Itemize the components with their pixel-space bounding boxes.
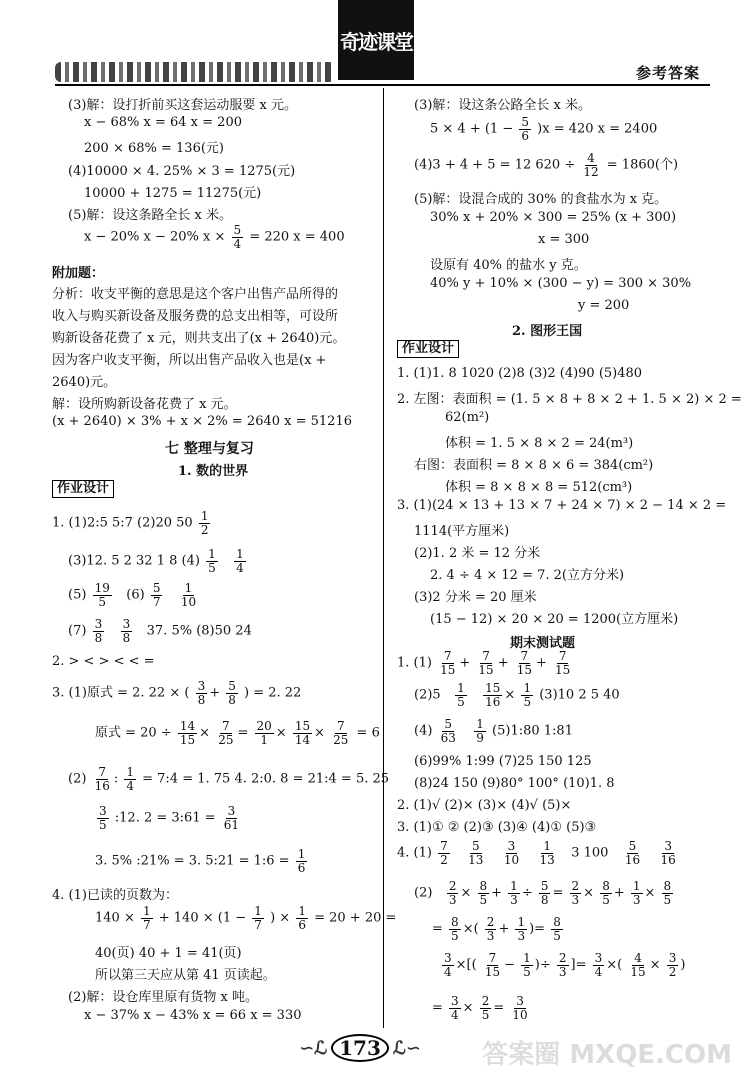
header-decoration bbox=[55, 62, 335, 82]
answer-line: x − 37% x − 43% x = 66 x = 330 bbox=[84, 1008, 302, 1023]
logo-text: 奇迹课堂 bbox=[340, 29, 412, 54]
answer-line: 3. (1)原式 = 2. 22 × ( $\frac{3}{8}$ + $\frac{5}{8}$ ) = 2. 22 bbox=[52, 679, 302, 707]
homework-label: 作业设计 bbox=[397, 340, 459, 358]
answer-line: 2. 4 ÷ 4 × 12 = 7. 2(立方分米) bbox=[430, 568, 625, 583]
left-line: (5)解：设这条路全长 x 米。 bbox=[68, 208, 233, 223]
right-line: 40% y + 10% × (300 − y) = 300 × 30% bbox=[430, 276, 692, 291]
answer-line: (6)99% 1:99 (7)25 150 125 bbox=[414, 754, 592, 769]
left-line: (4)10000 × 4. 25% × 3 = 1275(元) bbox=[68, 164, 296, 179]
watermark: 答案圈 MXQE.COM bbox=[482, 1040, 732, 1070]
answer-line: $\frac{3}{4}$ ×[( $\frac{7}{15}$ − $\frac{1}{5}$ )÷ $\frac{2}{3}$ ]= $\frac{3}{4}$ ×( $\frac{4}{15}$ × $\frac{3}{2}$ ) bbox=[444, 951, 686, 979]
answer-line: (8)24 150 (9)80° 100° (10)1. 8 bbox=[414, 776, 615, 791]
right-line: x = 300 bbox=[538, 232, 590, 247]
equation-line: x − 20% x − 20% x × $\frac{5}{4}$ = 220 x = 400 bbox=[84, 223, 345, 251]
header-rule bbox=[55, 84, 710, 86]
right-line: y = 200 bbox=[578, 298, 630, 313]
answer-line: 3. (1)(24 × 13 + 13 × 7 + 24 × 7) × 2 − 14 × 2 = bbox=[397, 498, 727, 513]
answer-line: 2. (1)√ (2)× (3)× (4)√ (5)× bbox=[397, 798, 572, 813]
answer-line: (2)5 $\frac{1}{5}$ $\frac{15}{16}$ × $\frac{1}{5}$ (3)10 2 5 40 bbox=[414, 681, 620, 709]
left-line: x − 68% x = 64 x = 200 bbox=[84, 115, 242, 130]
right-line: (4)3 + 4 + 5 = 12 620 ÷ $\frac{4}{12}$ = 1860(个) bbox=[414, 151, 679, 179]
answer-line: 1. (1)1. 8 1020 (2)8 (3)2 (4)90 (5)480 bbox=[397, 366, 643, 381]
answer-line: = $\frac{8}{5}$ ×( $\frac{2}{3}$ + $\frac{1}{3}$ )= $\frac{8}{5}$ bbox=[432, 915, 561, 943]
answer-line: 2. > < > < < = bbox=[52, 654, 155, 669]
left-line: 200 × 68% = 136(元) bbox=[84, 141, 224, 156]
analysis-line: 因为客户收支平衡，所以出售产品收入也是(x + bbox=[52, 353, 327, 368]
answer-line: (15 − 12) × 20 × 20 = 1200(立方厘米) bbox=[430, 612, 679, 627]
answer-line: 2. 左图：表面积 = (1. 5 × 8 + 8 × 2 + 1. 5 × 2) × 2 = bbox=[397, 392, 742, 407]
answer-line: 4. (1) $\frac{7}{2}$ $\frac{5}{13}$ $\frac{3}{10}$ $\frac{1}{13}$ 3 100 $\frac{5}{16}$ $\frac{3}{16}$ bbox=[397, 839, 676, 867]
analysis-line: 购新设备花费了 x 元，则共支出了(x + 2640)元。 bbox=[52, 331, 346, 346]
right-line: 5 × 4 + (1 − $\frac{5}{6}$ )x = 420 x = 2400 bbox=[430, 115, 658, 143]
left-line: 10000 + 1275 = 11275(元) bbox=[84, 186, 262, 201]
answer-line: 体积 = 1. 5 × 8 × 2 = 24(m³) bbox=[445, 436, 634, 451]
answer-line: (5) $\frac{19}{5}$ (6) $\frac{5}{7}$ $\frac{1}{10}$ bbox=[68, 581, 197, 609]
answer-line: (2)解：设仓库里原有货物 x 吨。 bbox=[68, 990, 259, 1005]
left-line: (3)解：设打折前买这套运动服要 x 元。 bbox=[68, 98, 298, 113]
answer-line: 1. (1)2:5 5:7 (2)20 50 $\frac{1}{2}$ bbox=[52, 509, 209, 537]
answer-line: 体积 = 8 × 8 × 8 = 512(cm³) bbox=[445, 480, 633, 495]
right-line: (3)解：设这条公路全长 x 米。 bbox=[414, 98, 592, 113]
analysis-line: 收入与购买新设备及服务费的总支出相等，可设所 bbox=[52, 309, 339, 324]
analysis-line: 2640)元。 bbox=[52, 375, 117, 390]
header-title: 参考答案 bbox=[635, 64, 700, 82]
answer-line: (3)12. 5 2 32 1 8 (4) $\frac{1}{5}$ $\frac{1}{4}$ bbox=[68, 547, 244, 575]
answer-line: 62(m²) bbox=[445, 410, 490, 425]
answer-line: 140 × $\frac{1}{7}$ + 140 × (1 − $\frac{1}{7}$ ) × $\frac{1}{6}$ = 20 + 20 = bbox=[95, 904, 397, 932]
answer-line: 3. (1)① ② (2)③ (3)④ (4)① (5)③ bbox=[397, 820, 597, 835]
right-line: (5)解：设混合成的 30% 的食盐水为 x 克。 bbox=[414, 192, 668, 207]
answer-line: 40(页) 40 + 1 = 41(页) bbox=[95, 946, 242, 961]
answer-line: 4. (1)已读的页数为： bbox=[52, 888, 178, 903]
solution-line: 解：设所购新设备花费了 x 元。 bbox=[52, 397, 237, 412]
homework-label: 作业设计 bbox=[52, 480, 114, 498]
swirl-left-icon: ∽ℒ bbox=[299, 1037, 328, 1059]
chapter-title: 七 整理与复习 bbox=[165, 441, 254, 457]
subsection-title: 2. 图形王国 bbox=[512, 324, 583, 339]
analysis-line: 分析：收支平衡的意思是这个客户出售产品所得的 bbox=[52, 287, 339, 302]
logo bbox=[338, 0, 414, 80]
answer-line: (4) $\frac{5}{63}$ $\frac{1}{9}$ (5)1:80 1:81 bbox=[414, 717, 573, 745]
answer-line: (3)2 分米 = 20 厘米 bbox=[414, 590, 537, 605]
right-line: 设原有 40% 的盐水 y 克。 bbox=[430, 258, 587, 273]
answer-line: 原式 = 20 ÷ $\frac{14}{15}$ × $\frac{7}{25}$ = $\frac{20}{1}$ × $\frac{15}{14}$ × $\frac{7}{25}$ = 6 bbox=[95, 719, 380, 747]
page-number: ∽ℒ 173 ℒ∽ bbox=[299, 1036, 421, 1060]
exam-title: 期末测试题 bbox=[510, 636, 576, 651]
answer-line: $\frac{3}{5}$ :12. 2 = 3:61 = $\frac{3}{61}$ bbox=[99, 804, 240, 832]
answer-line: 1. (1) $\frac{7}{15}$ + $\frac{7}{15}$ + $\frac{7}{15}$ + $\frac{7}{15}$ bbox=[397, 649, 571, 677]
swirl-right-icon: ℒ∽ bbox=[392, 1037, 421, 1059]
answer-line: (7) $\frac{3}{8}$ $\frac{3}{8}$ 37. 5% (8)50 24 bbox=[68, 617, 252, 645]
right-line: 30% x + 20% × 300 = 25% (x + 300) bbox=[430, 210, 677, 225]
answer-line: (2) $\frac{7}{16}$ : $\frac{1}{4}$ = 7:4 = 1. 75 4. 2:0. 8 = 21:4 = 5. 25 bbox=[68, 765, 390, 793]
subsection-title: 1. 数的世界 bbox=[178, 464, 249, 479]
solution-line: (x + 2640) × 3% + x × 2% = 2640 x = 51216 bbox=[52, 414, 352, 429]
section-heading: 附加题： bbox=[52, 266, 105, 281]
answer-line: 右图：表面积 = 8 × 8 × 6 = 384(cm²) bbox=[414, 458, 654, 473]
answer-line: 1114(平方厘米) bbox=[414, 524, 510, 539]
answer-line: = $\frac{3}{4}$ × $\frac{2}{5}$ = $\frac{3}{10}$ bbox=[432, 994, 528, 1022]
answer-line: 所以第三天应从第 41 页读起。 bbox=[95, 968, 276, 983]
column-divider bbox=[383, 88, 384, 1028]
answer-line: (2) $\frac{2}{3}$ × $\frac{8}{5}$ + $\frac{1}{3}$ ÷ $\frac{5}{8}$ = $\frac{2}{3}$ × $\frac{8}{5}$ + $\frac{1}{3}$ × $\frac{8}{5}$ bbox=[414, 879, 672, 907]
answer-line: (2)1. 2 米 = 12 分米 bbox=[414, 546, 541, 561]
answer-line: 3. 5% :21% = 3. 5:21 = 1:6 = $\frac{1}{6}$ bbox=[95, 847, 306, 875]
